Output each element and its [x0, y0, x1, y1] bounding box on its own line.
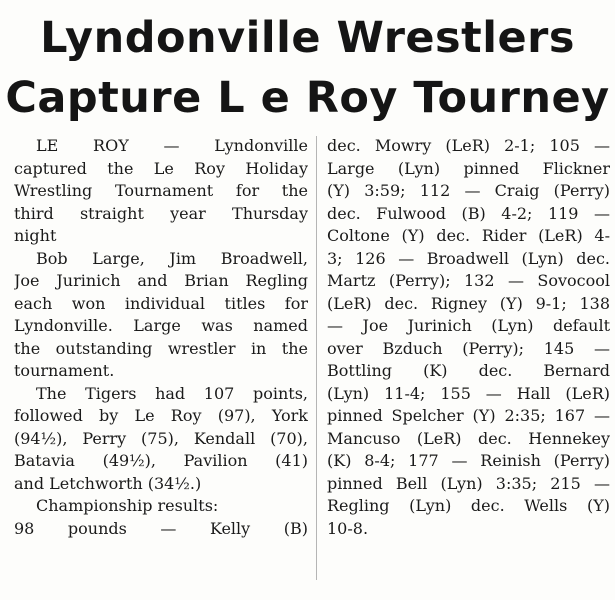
- body-line: (Y) 3:59; 112 — Craig (Perry): [327, 181, 610, 200]
- body-line: pinned Spelcher (Y) 2:35; 167 —: [327, 406, 610, 425]
- body-line: Championship results:: [36, 496, 219, 515]
- body-line: captured the Le Roy Holiday: [14, 158, 308, 178]
- body-line: (LeR) dec. Rigney (Y) 9-1; 138: [327, 293, 610, 313]
- body-line: dec. Mowry (LeR) 2-1; 105 —: [327, 136, 610, 155]
- body-line: Bottling (K) dec. Bernard: [327, 361, 610, 380]
- body-line: Lyndonville. Large was named: [14, 316, 308, 335]
- body-line: night: [14, 226, 57, 245]
- body-line: Martz (Perry); 132 — Sovocool: [327, 271, 610, 290]
- body-line: over Bzduch (Perry); 145 —: [327, 338, 610, 358]
- body-line: Batavia (49½), Pavilion (41): [14, 451, 308, 470]
- column-divider: [316, 136, 317, 580]
- body-line: 3; 126 — Broadwell (Lyn) dec.: [327, 248, 610, 268]
- body-line: (Lyn) 11-4; 155 — Hall (LeR): [327, 383, 610, 403]
- headline-line-1: Lyndonville Wrestlers: [40, 13, 575, 63]
- body-line: dec. Fulwood (B) 4-2; 119 —: [327, 203, 610, 223]
- article-column-left: [14, 135, 308, 540]
- body-line: pinned Bell (Lyn) 3:35; 215 —: [327, 473, 610, 493]
- body-line: Mancuso (LeR) dec. Hennekey: [327, 428, 610, 448]
- body-line: Coltone (Y) dec. Rider (LeR) 4-: [327, 226, 610, 245]
- body-line: tournament.: [14, 361, 115, 380]
- headline-line-2: Capture L e Roy Tourney: [5, 73, 610, 123]
- body-line: the outstanding wrestler in the: [14, 338, 308, 358]
- body-line: Wrestling Tournament for the: [14, 181, 308, 200]
- body-line: — Joe Jurinich (Lyn) default: [327, 316, 610, 335]
- body-line: Bob Large, Jim Broadwell,: [36, 248, 308, 268]
- body-line: (94½), Perry (75), Kendall (70),: [14, 428, 308, 448]
- article-column-right: [327, 135, 610, 540]
- body-line: followed by Le Roy (97), York: [14, 406, 308, 425]
- body-line: 98 pounds — Kelly (B): [14, 518, 308, 538]
- body-line: and Letchworth (34½.): [14, 473, 202, 493]
- body-line: Joe Jurinich and Brian Regling: [14, 271, 308, 290]
- body-line: (K) 8-4; 177 — Reinish (Perry): [327, 451, 610, 470]
- body-line: The Tigers had 107 points,: [36, 383, 308, 403]
- body-line: third straight year Thursday: [14, 203, 308, 223]
- body-line: LE ROY — Lyndonville: [36, 136, 308, 155]
- body-line: 10-8.: [327, 518, 369, 538]
- body-line: Regling (Lyn) dec. Wells (Y): [327, 496, 610, 515]
- body-line: each won individual titles for: [14, 293, 308, 313]
- body-line: Large (Lyn) pinned Flickner: [327, 158, 610, 178]
